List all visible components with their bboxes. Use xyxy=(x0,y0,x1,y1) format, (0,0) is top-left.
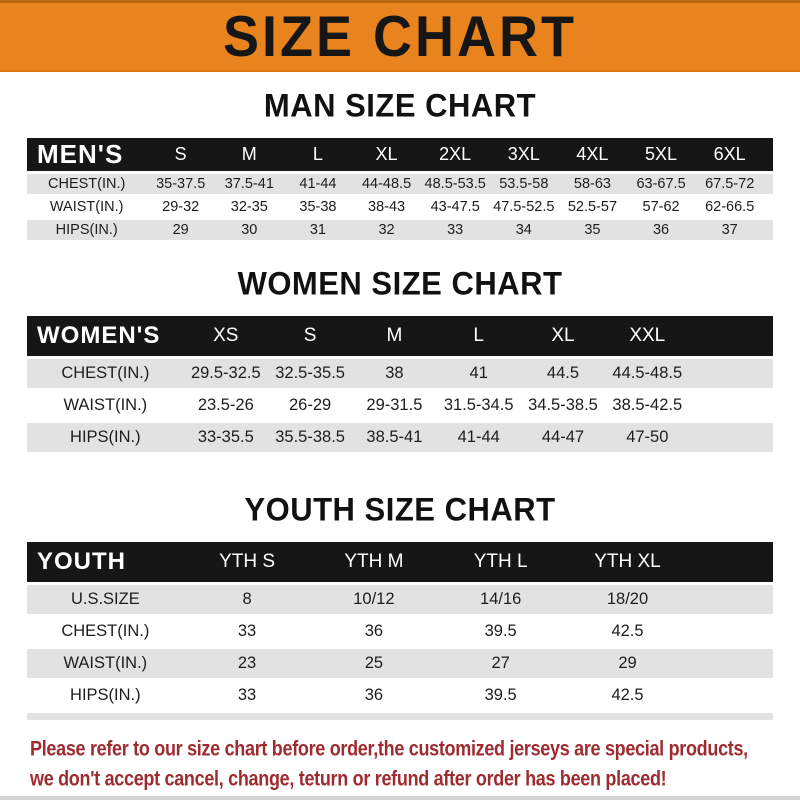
column-header: YTH L xyxy=(437,542,564,582)
column-header: M xyxy=(215,138,284,171)
header-spacer-cell xyxy=(764,138,773,171)
row-spacer-cell xyxy=(764,171,773,194)
column-header: 2XL xyxy=(421,138,490,171)
value-cell: 36 xyxy=(627,217,696,240)
table-row xyxy=(27,388,773,420)
women-section-heading: WOMEN SIZE CHART xyxy=(237,265,563,302)
row-spacer-cell xyxy=(691,678,773,710)
value-cell: 63-67.5 xyxy=(627,171,696,194)
value-cell: 25 xyxy=(310,646,437,678)
value-cell: 52.5-57 xyxy=(558,194,627,217)
value-cell: 10/12 xyxy=(310,582,437,614)
value-cell: 44-47 xyxy=(521,420,605,452)
value-cell: 41-44 xyxy=(437,420,521,452)
column-header: L xyxy=(284,138,353,171)
value-cell: 39.5 xyxy=(437,678,564,710)
value-cell: 23 xyxy=(184,646,311,678)
footer-line-2: we don't accept cancel, change, teturn or refund after order has been placed! xyxy=(30,766,667,791)
value-cell: 67.5-72 xyxy=(695,171,764,194)
size-chart-banner xyxy=(0,0,800,72)
value-cell: 42.5 xyxy=(564,614,691,646)
value-cell: 14/16 xyxy=(437,582,564,614)
value-cell: 23.5-26 xyxy=(184,388,268,420)
row-spacer-cell xyxy=(764,194,773,217)
youth-size-table xyxy=(27,542,773,720)
men-size-chart-section xyxy=(0,88,800,240)
table-row xyxy=(27,582,773,614)
value-cell: 26-29 xyxy=(268,388,352,420)
column-header: XL xyxy=(521,316,605,356)
row-label-cell: CHEST(IN.) xyxy=(27,356,184,388)
row-spacer-cell xyxy=(691,582,773,614)
value-cell: 36 xyxy=(310,678,437,710)
column-header: XS xyxy=(184,316,268,356)
women-size-chart-section xyxy=(0,266,800,452)
men-section-heading: MAN SIZE CHART xyxy=(263,87,537,124)
women-size-table xyxy=(27,316,773,452)
value-cell: 35-37.5 xyxy=(146,171,215,194)
value-cell: 29-31.5 xyxy=(352,388,436,420)
table-header-label: MEN'S xyxy=(27,138,146,171)
value-cell: 31 xyxy=(284,217,353,240)
value-cell: 47.5-52.5 xyxy=(489,194,558,217)
value-cell: 18/20 xyxy=(564,582,691,614)
value-cell: 44.5 xyxy=(521,356,605,388)
value-cell: 38.5-41 xyxy=(352,420,436,452)
value-cell: 32-35 xyxy=(215,194,284,217)
value-cell: 57-62 xyxy=(627,194,696,217)
column-header: 5XL xyxy=(627,138,696,171)
value-cell: 44-48.5 xyxy=(352,171,421,194)
value-cell: 29 xyxy=(146,217,215,240)
value-cell: 34 xyxy=(489,217,558,240)
value-cell: 33 xyxy=(184,614,311,646)
value-cell: 30 xyxy=(215,217,284,240)
youth-section-heading: YOUTH SIZE CHART xyxy=(244,491,556,528)
value-cell: 32.5-35.5 xyxy=(268,356,352,388)
table-header-row xyxy=(27,542,773,582)
value-cell: 44.5-48.5 xyxy=(605,356,689,388)
column-header: YTH M xyxy=(310,542,437,582)
table-row xyxy=(27,217,773,240)
value-cell: 33 xyxy=(421,217,490,240)
row-spacer-cell xyxy=(689,356,773,388)
value-cell: 38.5-42.5 xyxy=(605,388,689,420)
column-header: XL xyxy=(352,138,421,171)
column-header: 6XL xyxy=(695,138,764,171)
row-label-cell: WAIST(IN.) xyxy=(27,646,184,678)
value-cell: 32 xyxy=(352,217,421,240)
value-cell: 48.5-53.5 xyxy=(421,171,490,194)
header-spacer-cell xyxy=(691,542,773,582)
value-cell: 35-38 xyxy=(284,194,353,217)
table-header-label: YOUTH xyxy=(27,542,184,582)
value-cell: 35.5-38.5 xyxy=(268,420,352,452)
value-cell: 38-43 xyxy=(352,194,421,217)
row-label-cell: WAIST(IN.) xyxy=(27,388,184,420)
size-table xyxy=(27,138,773,240)
table-row xyxy=(27,678,773,710)
table-row xyxy=(27,646,773,678)
row-spacer-cell xyxy=(764,217,773,240)
value-cell: 37 xyxy=(695,217,764,240)
value-cell: 39.5 xyxy=(437,614,564,646)
value-cell: 41 xyxy=(437,356,521,388)
value-cell: 42.5 xyxy=(564,678,691,710)
row-label-cell: HIPS(IN.) xyxy=(27,420,184,452)
footer-line-1: Please refer to our size chart before order,the customized jerseys are special products, xyxy=(30,736,748,761)
value-cell: 31.5-34.5 xyxy=(437,388,521,420)
row-label-cell: U.S.SIZE xyxy=(27,582,184,614)
table-row xyxy=(27,420,773,452)
value-cell: 33 xyxy=(184,678,311,710)
row-label-cell: HIPS(IN.) xyxy=(27,217,146,240)
banner-title: SIZE CHART xyxy=(223,4,577,69)
row-label-cell: CHEST(IN.) xyxy=(27,614,184,646)
column-header: YTH S xyxy=(184,542,311,582)
value-cell: 27 xyxy=(437,646,564,678)
row-spacer-cell xyxy=(691,614,773,646)
value-cell: 33-35.5 xyxy=(184,420,268,452)
row-spacer-cell xyxy=(689,388,773,420)
column-header: XXL xyxy=(605,316,689,356)
value-cell: 35 xyxy=(558,217,627,240)
table-header-row xyxy=(27,138,773,171)
value-cell: 8 xyxy=(184,582,311,614)
value-cell: 58-63 xyxy=(558,171,627,194)
value-cell: 41-44 xyxy=(284,171,353,194)
size-table xyxy=(27,542,773,710)
column-header: M xyxy=(352,316,436,356)
value-cell: 36 xyxy=(310,614,437,646)
table-row xyxy=(27,194,773,217)
value-cell: 37.5-41 xyxy=(215,171,284,194)
value-cell: 53.5-58 xyxy=(489,171,558,194)
footer-note xyxy=(30,734,800,794)
value-cell: 62-66.5 xyxy=(695,194,764,217)
column-header: YTH XL xyxy=(564,542,691,582)
column-header: 4XL xyxy=(558,138,627,171)
size-table xyxy=(27,316,773,452)
row-spacer-cell xyxy=(691,646,773,678)
table-row xyxy=(27,356,773,388)
value-cell: 29.5-32.5 xyxy=(184,356,268,388)
value-cell: 34.5-38.5 xyxy=(521,388,605,420)
row-label-cell: WAIST(IN.) xyxy=(27,194,146,217)
value-cell: 43-47.5 xyxy=(421,194,490,217)
value-cell: 29 xyxy=(564,646,691,678)
table-header-row xyxy=(27,316,773,356)
value-cell: 38 xyxy=(352,356,436,388)
row-spacer-cell xyxy=(689,420,773,452)
column-header: S xyxy=(146,138,215,171)
column-header: L xyxy=(437,316,521,356)
header-spacer-cell xyxy=(689,316,773,356)
men-size-table xyxy=(27,138,773,240)
table-row xyxy=(27,614,773,646)
column-header: 3XL xyxy=(489,138,558,171)
table-header-label: WOMEN'S xyxy=(27,316,184,356)
youth-size-chart-section xyxy=(0,492,800,720)
row-label-cell: CHEST(IN.) xyxy=(27,171,146,194)
column-header: S xyxy=(268,316,352,356)
value-cell: 47-50 xyxy=(605,420,689,452)
value-cell: 29-32 xyxy=(146,194,215,217)
row-label-cell: HIPS(IN.) xyxy=(27,678,184,710)
table-row xyxy=(27,171,773,194)
